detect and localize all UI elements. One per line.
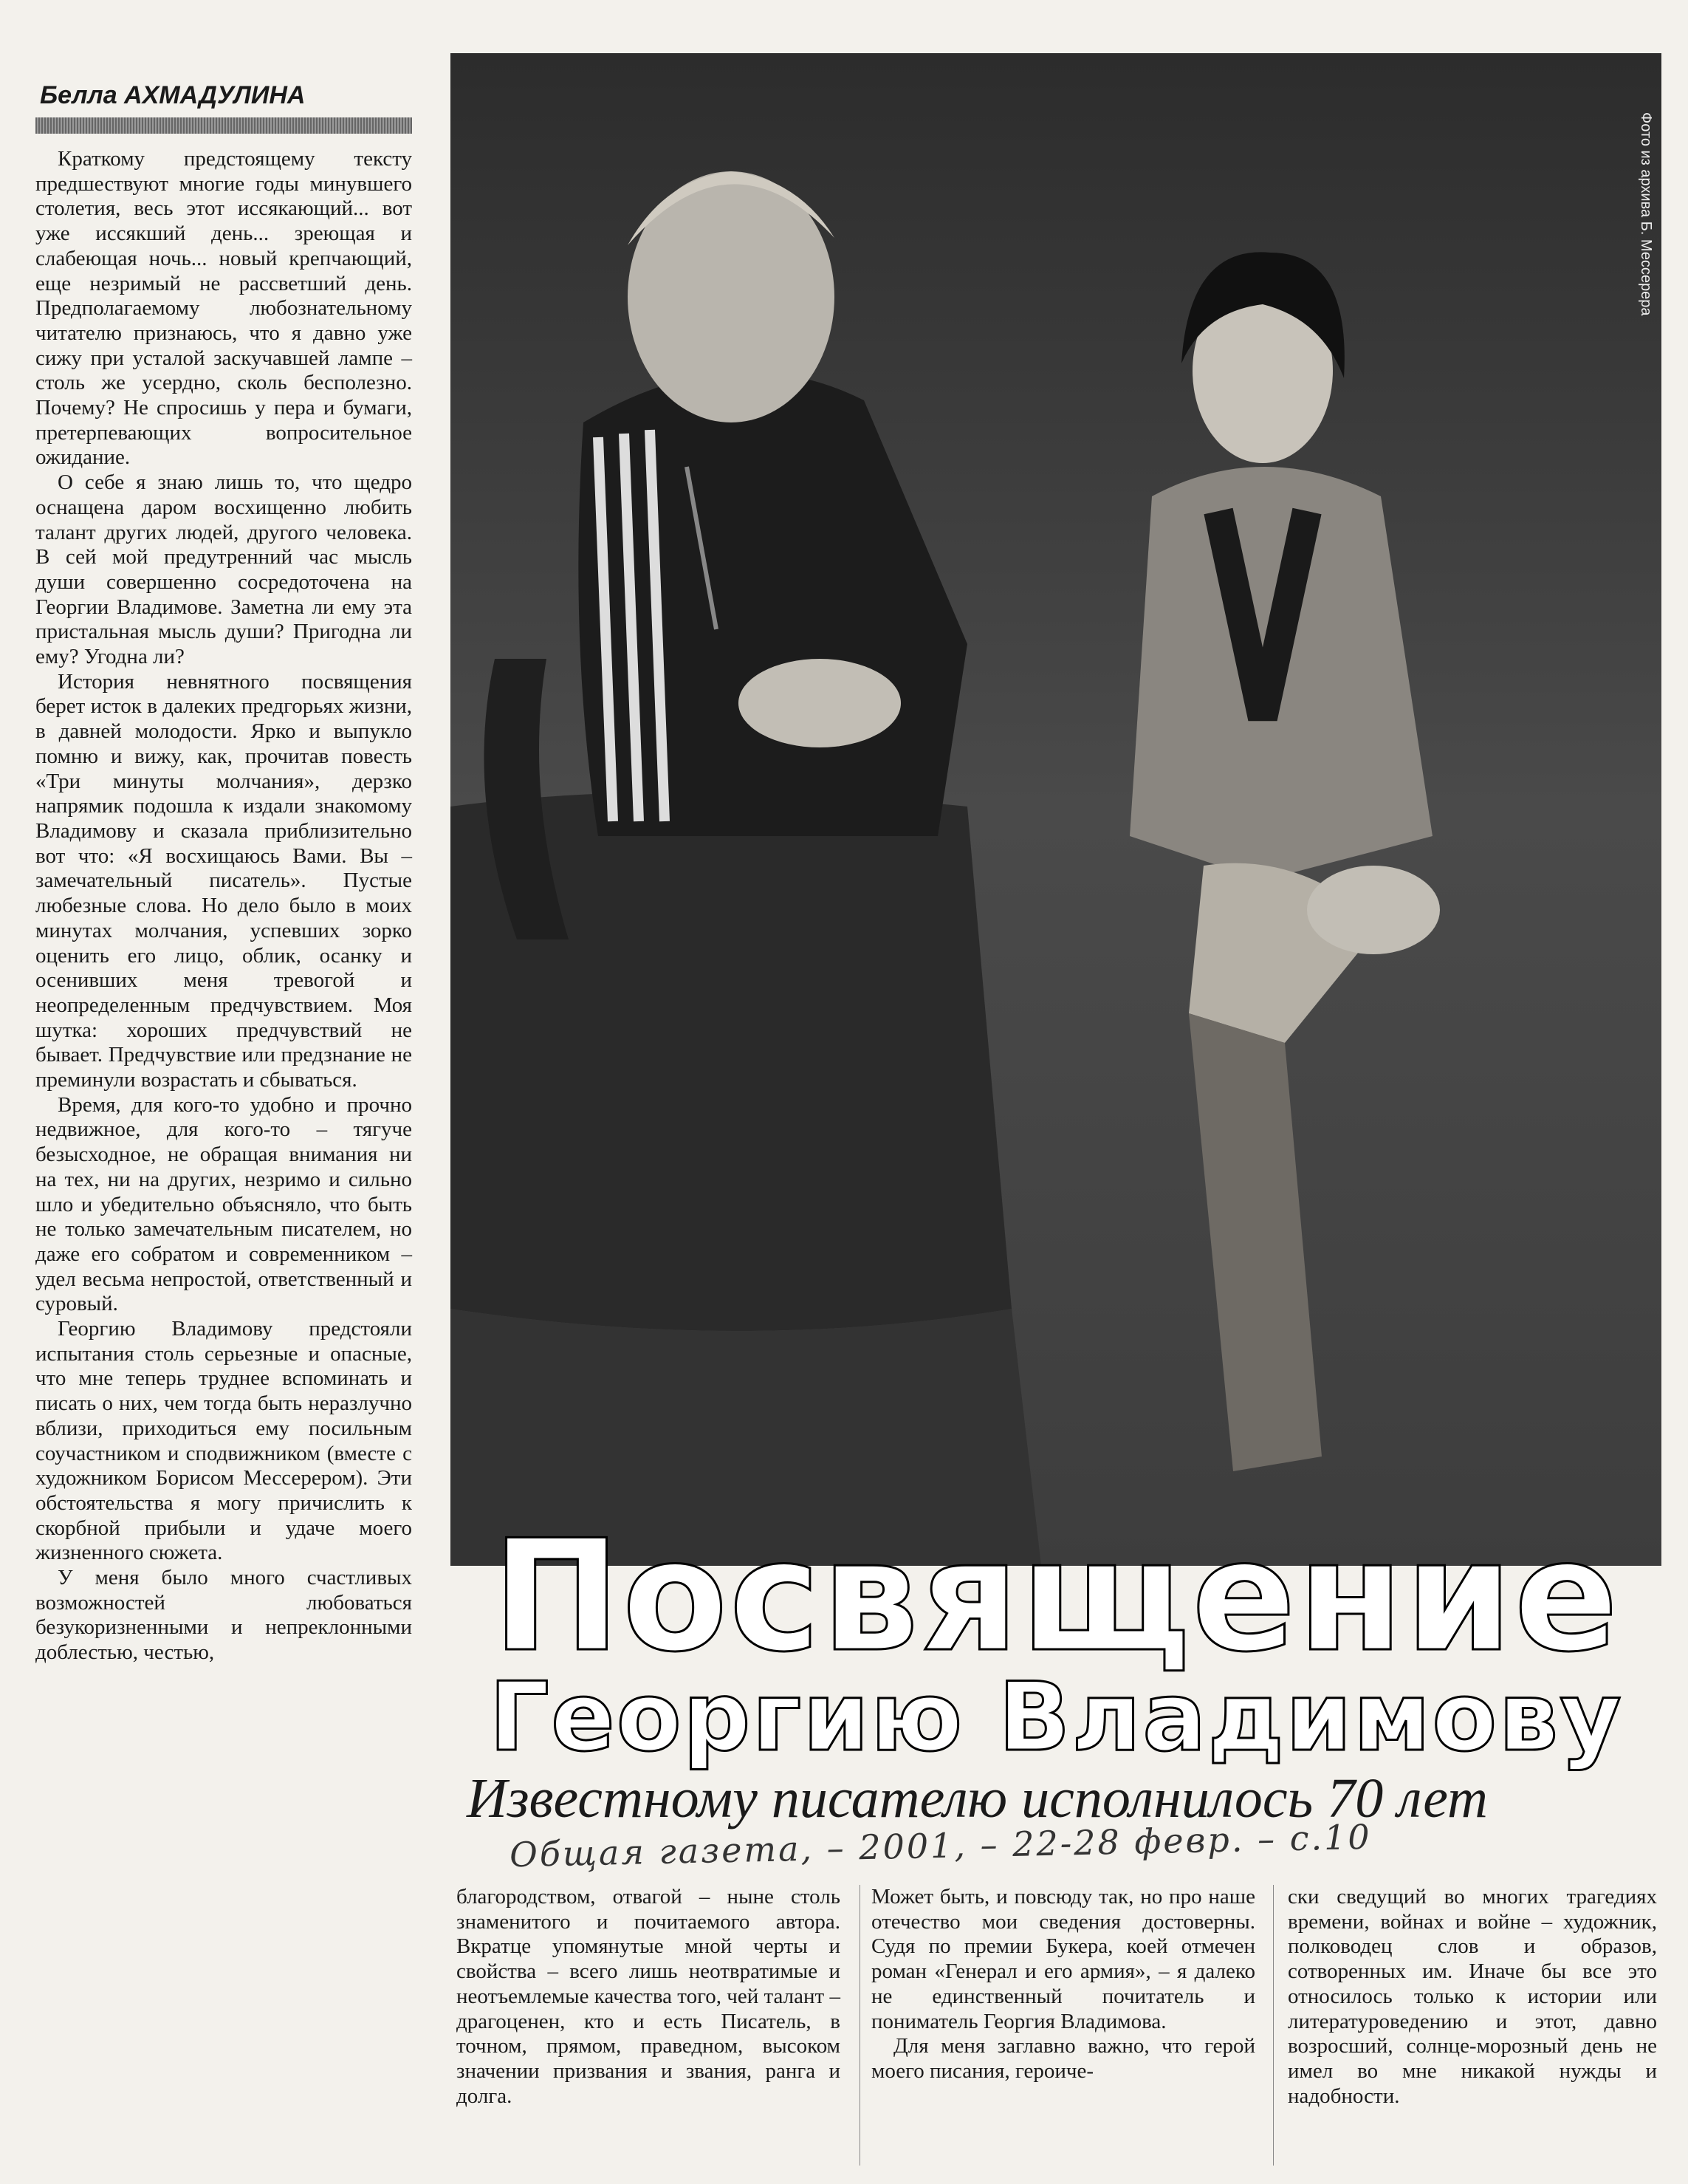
paragraph: История невнятного посвящения берет исток в далеких предгорьях жизни, в давней молодости. Ярко и выпукло помню и вижу, как, прочитав повесть «Три минуты молчания», дерзко напрямик подошла к издали знакомому Владимову и сказала приблизительно вот что: «Я восхищаюсь Вами. Вы – замечательный писатель». Пустые любезные слова. Но дело было в моих минутах молчания, успевших зорко оценить его лицо, облик, осанку и осенивших меня тревогой и неопределенным предчувствием. Моя шутка: хороших предчувствий не бывает. Предчувствие или предзнание не преминули возрастать и сбываться. <box>35 669 412 1092</box>
left-column <box>35 81 412 1666</box>
photo-credit: Фото из архива Б. Мессерера <box>1638 112 1654 316</box>
headline-secondary: Георгию Владимову <box>489 1663 1623 1773</box>
photo-illustration <box>450 53 1661 1566</box>
paragraph: Время, для кого-то удобно и прочно недвижное, для кого-то – тягуче безысходное, не обращая внимания ни на тех, ни на других, незримо и сильно шло и убедительно объясняло, что быть не только замечательным писателем, но даже его собратом и современником – удел весьма непростой, ответственный и суровый. <box>35 1092 412 1316</box>
subtitle: Известному писателю исполнилось 70 лет <box>467 1767 1488 1829</box>
paragraph: У меня было много счастливых возможностей любоваться безукоризненными и непреклонными доблестью, честью, <box>35 1566 412 1665</box>
bottom-column-2 <box>871 1885 1255 2084</box>
author-byline: Белла АХМАДУЛИНА <box>40 81 306 109</box>
left-column-text <box>35 147 412 1666</box>
byline-divider <box>35 117 412 134</box>
handwritten-note: Общая газета, – 2001, – 22-28 февр. – с.10 <box>509 1816 1373 1875</box>
paragraph: Может быть, и повсюду так, но про наше отечество мои сведения достоверны. Судя по премии Букера, коей отмечен роман «Генерал и его армия», – я далеко не единственный почитатель и пониматель Георгия Владимова. <box>871 1885 1255 2033</box>
paragraph: ски сведущий во многих трагедиях времени, войнах и войне – художник, полководец слов и образов, сотворенных им. Иначе бы все это относилось только к истории или литературоведению и этот, давно возросший, солнце-морозный день не имел во мне никакой нужды и надобности. <box>1288 1885 1657 2108</box>
paragraph: благородством, отвагой – ныне столь знаменитого и почитаемого автора. Вкратце упомянутые мной черты и свойства – всего лишь неотвратимые и неотъемлемые качества того, чей талант – драгоценен, кто и есть Писатель, в точном, прямом, праведном, высоком значении призвания и звания, ранга и долга. <box>456 1885 840 2108</box>
paragraph: Георгию Владимову предстояли испытания столь серьезные и опасные, что мне теперь труднее вспоминать и писать о них, чем тогда быть неразлучно вблизи, приходиться ему посильным соучастником и сподвижником (вместе с художником Борисом Мессерером). Эти обстоятельства я могу причислить к скорбной прибыли и удаче моего жизненного сюжета. <box>35 1317 412 1565</box>
article-photo <box>450 53 1661 1566</box>
bottom-column-3 <box>1288 1885 1657 2109</box>
paragraph: Краткому предстоящему тексту предшествуют многие годы минувшего столетия, весь этот иссякающий... вот уже иссякший день... зреющая и слабеющая ночь... новый крепчающий, еще незримый не рассветший день. Предполагаемому любознательному читателю признаюсь, что я давно уже сижу при усталой заскучавшей лампе – столь же усердно, сколь бесполезно. Почему? Не спросишь у пера и бумаги, претерпевающих вопросительное ожидание. <box>35 147 412 470</box>
paragraph: О себе я знаю лишь то, что щедро оснащена даром восхищенно любить талант других людей, другого человека. В сей мой предутренний час мысль души совершенно сосредоточена на Георгии Владимове. Заметна ли ему эта пристальная мысль души? Пригодна ли ему? Угодна ли? <box>35 470 412 669</box>
column-divider <box>1273 1885 1274 2166</box>
headline: Посвящение <box>492 1507 1620 1686</box>
paragraph: Для меня заглавно важно, что герой моего писания, героиче- <box>871 2034 1255 2083</box>
bottom-column-1 <box>456 1885 840 2109</box>
